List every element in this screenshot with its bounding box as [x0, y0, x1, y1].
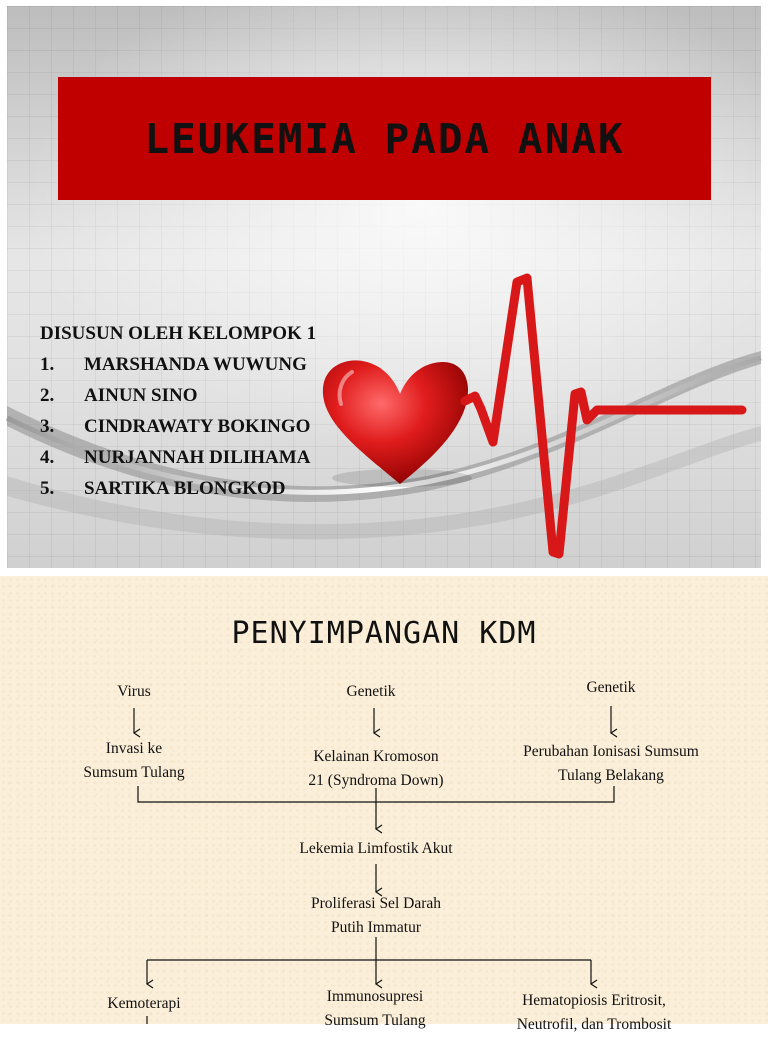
- node-label: Proliferasi Sel Darah: [311, 895, 441, 912]
- node-perubahan: [494, 740, 728, 788]
- member-number: 4.: [40, 447, 55, 468]
- node-genetik: [321, 680, 421, 704]
- author-heading: DISUSUN OLEH KELOMPOK 1: [40, 323, 317, 344]
- node-label: Lekemia Limfostik Akut: [299, 840, 453, 857]
- author-block: [40, 318, 316, 504]
- node-label: Hematopiosis Eritrosit,: [522, 992, 666, 1009]
- node-label: Neutrofil, dan Trombosit: [516, 1016, 672, 1033]
- node-label: Perubahan Ionisasi Sumsum: [523, 743, 699, 760]
- member-name: CINDRAWATY BOKINGO: [84, 416, 311, 437]
- node-lekemia: [266, 837, 486, 861]
- node-kromoson: [276, 745, 476, 793]
- kdm-title: PENYIMPANGAN KDM: [231, 616, 537, 651]
- node-genetik: [561, 676, 661, 700]
- node-label: Genetik: [346, 683, 396, 700]
- node-invasi: [54, 737, 214, 785]
- member-number: 2.: [40, 385, 55, 406]
- node-label: Kelainan Kromoson: [313, 748, 439, 765]
- node-hematopiosis: [494, 989, 694, 1037]
- member-number: 3.: [40, 416, 55, 437]
- ecg-line-icon: [465, 278, 742, 554]
- member-name: NURJANNAH DILIHAMA: [84, 447, 311, 468]
- member-item: [40, 442, 316, 473]
- slide-title: LEUKEMIA PADA ANAK: [144, 114, 625, 163]
- node-label: Tulang Belakang: [558, 767, 664, 784]
- member-name: SARTIKA BLONGKOD: [84, 478, 286, 499]
- node-immunosupresi: [290, 985, 460, 1033]
- member-item: [40, 411, 316, 442]
- member-name: AINUN SINO: [84, 385, 198, 406]
- title-slide: [7, 6, 761, 568]
- node-label: Virus: [117, 683, 151, 700]
- node-label: Immunosupresi: [326, 988, 424, 1005]
- member-number: 1.: [40, 354, 55, 375]
- member-number: 5.: [40, 478, 55, 499]
- node-proliferasi: [276, 892, 476, 940]
- node-label: Invasi ke: [105, 740, 163, 757]
- node-kemoterapi: [84, 992, 204, 1016]
- node-label: Kemoterapi: [107, 995, 181, 1012]
- flow-connectors: [0, 576, 768, 1024]
- node-label: Putih Immatur: [331, 919, 421, 936]
- member-item: [40, 349, 316, 380]
- member-item: [40, 473, 316, 504]
- member-item: [40, 380, 316, 411]
- node-label: Genetik: [586, 679, 636, 696]
- node-label: Sumsum Tulang: [324, 1012, 426, 1029]
- member-name: MARSHANDA WUWUNG: [84, 354, 307, 375]
- node-virus: [84, 680, 184, 704]
- kdm-slide: [0, 576, 768, 1033]
- node-label: Sumsum Tulang: [83, 764, 185, 781]
- node-label: 21 (Syndroma Down): [308, 772, 444, 789]
